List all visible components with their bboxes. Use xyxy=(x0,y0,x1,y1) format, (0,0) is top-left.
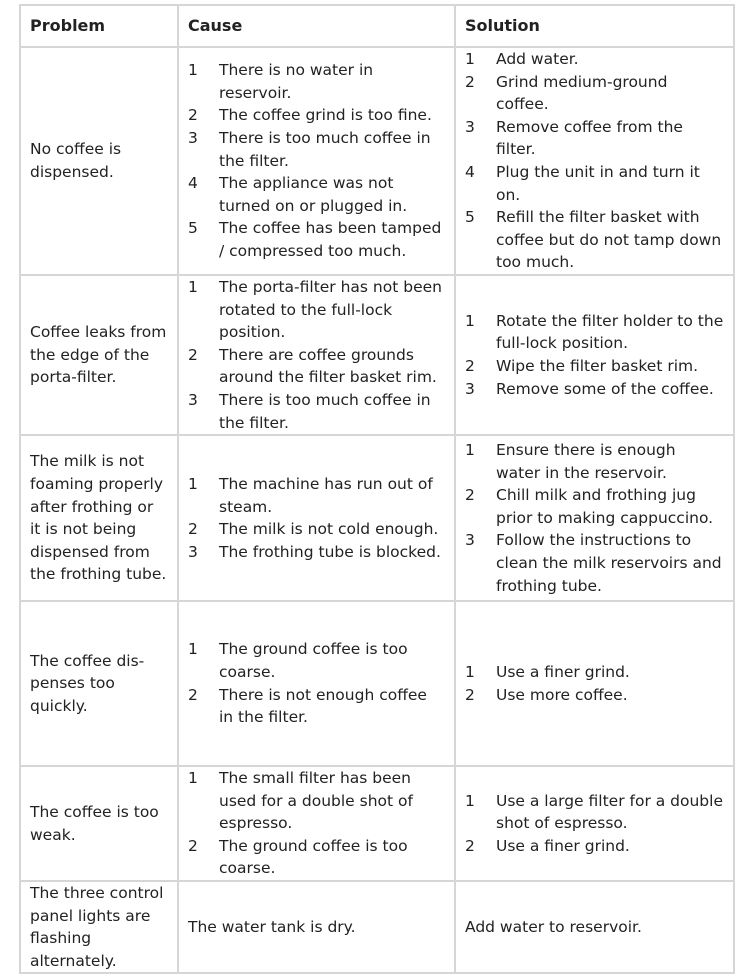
cause-item xyxy=(188,473,445,518)
solution-item xyxy=(465,790,724,835)
table-row xyxy=(20,47,734,275)
item-number: 1 xyxy=(188,277,198,296)
item-text: There are coffee grounds around the filter basket rim. xyxy=(219,345,437,387)
item-number: 5 xyxy=(188,219,198,238)
troubleshooting-table xyxy=(19,4,735,974)
cause-cell: The water tank is dry. xyxy=(178,881,455,973)
header-solution: Solution xyxy=(455,5,734,47)
item-text: There is no water in reservoir. xyxy=(219,61,374,102)
cause-item xyxy=(188,344,445,389)
item-number: 1 xyxy=(465,663,475,681)
item-number: 2 xyxy=(465,72,475,91)
solution-item xyxy=(465,529,724,597)
solution-item xyxy=(465,48,724,71)
item-text: Remove coffee from the filter. xyxy=(496,117,683,159)
item-number: 1 xyxy=(188,640,198,659)
problem-cell: The coffee is too weak. xyxy=(20,766,178,881)
item-number: 5 xyxy=(465,208,475,227)
problem-cell: The milk is not foaming properly after frothing or it is not being dispensed from the frothing tube. xyxy=(20,435,178,601)
cause-item xyxy=(188,59,445,104)
table-row xyxy=(20,881,734,973)
item-text: There is too much coffee in the filter. xyxy=(219,390,431,432)
item-number: 1 xyxy=(465,441,475,460)
table-row xyxy=(20,766,734,881)
table-row xyxy=(20,275,734,435)
table-row xyxy=(20,601,734,766)
cause-item xyxy=(188,127,445,172)
item-text: Ensure there is enough water in the reservoir. xyxy=(496,441,676,482)
cause-item xyxy=(188,767,445,835)
item-text: The coffee has been tamped / compressed too much. xyxy=(219,219,442,261)
item-number: 3 xyxy=(188,129,198,148)
cause-item xyxy=(188,518,445,541)
problem-cell: No coffee is dispensed. xyxy=(20,47,178,275)
problem-cell: The three control panel lights are flashing alternately. xyxy=(20,881,178,973)
problem-cell: Coffee leaks from the edge of the porta-filter. xyxy=(20,275,178,435)
solution-item xyxy=(465,439,724,484)
item-number: 2 xyxy=(465,357,475,376)
item-number: 2 xyxy=(188,345,198,364)
cause-cell xyxy=(178,766,455,881)
cause-item xyxy=(188,104,445,127)
item-text: Follow the instructions to clean the milk reservoirs and frothing tube. xyxy=(496,531,722,595)
item-text: Use a finer grind. xyxy=(496,663,630,681)
solution-item xyxy=(465,310,724,355)
item-text: Use more coffee. xyxy=(496,685,628,704)
solution-cell xyxy=(455,766,734,881)
solution-item xyxy=(465,835,724,858)
solution-cell xyxy=(455,275,734,435)
cause-item xyxy=(188,389,445,434)
solution-item xyxy=(465,378,724,401)
item-text: Wipe the filter basket rim. xyxy=(496,357,699,376)
item-number: 2 xyxy=(465,836,475,855)
item-number: 2 xyxy=(465,486,475,505)
item-text: Grind medium-ground coffee. xyxy=(496,72,668,114)
header-problem: Problem xyxy=(20,5,178,47)
item-text: The small filter has been used for a double shot of espresso. xyxy=(219,769,413,833)
item-text: Rotate the filter holder to the full-lock position. xyxy=(496,311,724,353)
cause-cell xyxy=(178,435,455,601)
item-text: The appliance was not turned on or plugged in. xyxy=(219,174,408,215)
item-text: Chill milk and frothing jug prior to making cappuccino. xyxy=(496,486,714,527)
item-text: Refill the filter basket with coffee but do not tamp down too much. xyxy=(496,208,722,272)
item-text: The porta-filter has not been rotated to the full-lock position. xyxy=(219,277,442,342)
item-number: 3 xyxy=(188,542,198,561)
cause-cell xyxy=(178,275,455,435)
item-number: 2 xyxy=(188,836,198,855)
item-text: Plug the unit in and turn it on. xyxy=(496,162,700,204)
item-number: 1 xyxy=(465,50,475,68)
item-number: 2 xyxy=(188,106,198,125)
item-text: There is not enough coffee in the filter. xyxy=(219,685,427,727)
item-number: 4 xyxy=(188,174,198,193)
item-text: Use a finer grind. xyxy=(496,836,630,855)
header-row xyxy=(20,5,734,47)
item-number: 3 xyxy=(465,531,475,550)
cause-cell xyxy=(178,47,455,275)
item-number: 2 xyxy=(465,685,475,704)
solution-item xyxy=(465,71,724,116)
header-cause: Cause xyxy=(178,5,455,47)
item-text: The coffee grind is too fine. xyxy=(219,106,432,125)
item-number: 3 xyxy=(188,390,198,409)
solution-cell: Add water to reservoir. xyxy=(455,881,734,973)
item-text: Use a large filter for a double shot of espresso. xyxy=(496,791,723,833)
item-text: There is too much coffee in the filter. xyxy=(219,129,431,170)
item-number: 1 xyxy=(465,311,475,330)
item-number: 3 xyxy=(465,117,475,136)
solution-item xyxy=(465,661,724,684)
item-number: 1 xyxy=(465,791,475,810)
problem-cell: The coffee dis-penses too quickly. xyxy=(20,601,178,766)
solution-item xyxy=(465,206,724,274)
solution-item xyxy=(465,684,724,707)
cause-item xyxy=(188,217,445,262)
item-text: Add water. xyxy=(496,50,579,68)
item-number: 2 xyxy=(188,685,198,704)
item-number: 2 xyxy=(188,520,198,539)
cause-item xyxy=(188,541,445,564)
solution-item xyxy=(465,484,724,529)
cause-item xyxy=(188,684,445,729)
cause-item xyxy=(188,172,445,217)
solution-item xyxy=(465,161,724,206)
item-number: 4 xyxy=(465,162,475,181)
item-text: The machine has run out of steam. xyxy=(219,474,433,516)
item-text: The ground coffee is too coarse. xyxy=(219,640,408,681)
item-text: Remove some of the coffee. xyxy=(496,379,714,398)
table-row xyxy=(20,435,734,601)
item-text: The ground coffee is too coarse. xyxy=(219,836,408,878)
solution-cell xyxy=(455,601,734,766)
solution-cell xyxy=(455,47,734,275)
item-number: 3 xyxy=(465,379,475,398)
solution-item xyxy=(465,116,724,161)
item-text: The milk is not cold enough. xyxy=(219,520,439,539)
item-number: 1 xyxy=(188,769,198,788)
item-number: 1 xyxy=(188,61,198,80)
solution-item xyxy=(465,355,724,378)
cause-cell xyxy=(178,601,455,766)
item-text: The frothing tube is blocked. xyxy=(219,542,441,561)
solution-cell xyxy=(455,435,734,601)
cause-item xyxy=(188,638,445,683)
cause-item xyxy=(188,835,445,880)
cause-item xyxy=(188,276,445,344)
item-number: 1 xyxy=(188,474,198,493)
